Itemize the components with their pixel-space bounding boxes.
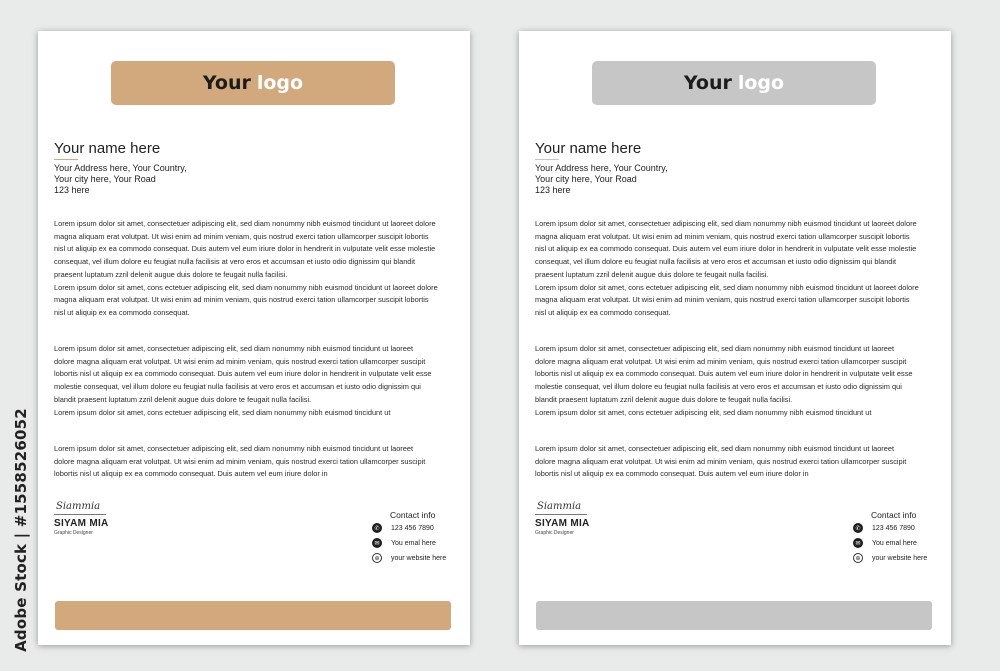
text-line: praesent luptatum zzril delenit augue duis dolore te feugait nulla facilisi. [54,269,288,279]
text-line: magna aliquam erat volutpat. Ut wisi enim ad minim veniam, quis nostrud exerci tation ullamcorper suscipit lobortis [54,295,429,305]
logo-word-your: Your [683,72,732,94]
website-text: your website here [872,554,928,562]
letterhead-page-grey [519,31,951,645]
adobe-stock-watermark [7,395,35,665]
logo-word-logo: logo [256,72,304,94]
email-text: You emal here [872,539,917,547]
contact-website [853,553,927,563]
sender-name: Your name here [54,140,161,157]
sender-address [535,163,668,197]
signature-line [535,514,587,515]
address-line: 123 here [54,185,90,196]
body-paragraph-1 [535,218,937,320]
text-line: Lorem ipsum dolor sit amet, consectetuer adipiscing elit, sed diam nonummy nibh euismod tincidunt ut laoreet [54,344,414,353]
text-line: magna aliquam erat volutpat. Ut wisi enim ad minim veniam, quis nostrud exerci tation ullamcorper suscipit lobortis [535,295,910,305]
sender-address [54,163,187,197]
phone-text: 123 456 7890 [872,524,915,532]
address-line: Your city here, Your Road [535,174,637,185]
text-line: Lorem ipsum dolor sit amet, consectetuer adipiscing elit, sed diam nonummy nibh euismod tincidunt ut laoreet dolore [54,219,436,228]
email-icon: ✉ [853,538,863,548]
text-line: Lorem ipsum dolor sit amet, consectetuer adipiscing elit, sed diam nonummy nibh euismod tincidunt ut laoreet [535,444,895,453]
signature-line [54,514,106,515]
text-line: magna aliquam erat volutpat. Ut wisi enim ad minim veniam, quis nostrud exerci tation ullamcorper suscipit lobortis [54,231,429,241]
logo-box [592,61,876,105]
address-line: Your Address here, Your Country, [535,163,668,173]
name-underline [535,159,559,160]
body-paragraph-1 [54,218,456,320]
contact-website [372,553,446,563]
address-line: Your Address here, Your Country, [54,163,187,173]
signer-name: SIYAM MIA [54,518,109,529]
text-line: Lorem ipsum dolor sit amet, cons ectetuer adipiscing elit, sed diam nonummy nibh euismod tincidunt ut laoreet dolore [54,282,438,292]
contact-title: Contact info [871,510,917,520]
text-line: Lorem ipsum dolor sit amet, consectetuer adipiscing elit, sed diam nonummy nibh euismod tincidunt ut laoreet [54,444,414,453]
footer-bar [536,601,932,630]
body-paragraph-3 [54,443,456,481]
text-line: dolore magna aliquam erat volutpat. Ut wisi enim ad minim veniam, quis nostrud exerci tation ullamcorper suscipit [54,456,426,466]
text-line: lobortis nisl ut aliquip ex ea commodo consequat. Duis autem vel eum iriure dolor in [535,469,809,479]
text-line: consequat, vel illum dolore eu feugiat nulla facilisis at vero eros et accumsan et iusto odio dignissim qui blandit [54,257,416,267]
text-line: Lorem ipsum dolor sit amet, cons ectetuer adipiscing elit, sed diam nonummy nibh euismod tincidunt ut [54,407,391,417]
text-line: dolore magna aliquam erat volutpat. Ut wisi enim ad minim veniam, quis nostrud exerci tation ullamcorper suscipit [535,356,907,366]
globe-icon: ⊕ [372,553,382,563]
signature: Siammia [537,501,582,512]
text-line: nisl ut aliquip ex ea commodo consequat. Duis autem vel eum iriure dolor in hendrerit in vulputate velit esse molestie [535,244,917,254]
text-line: nisl ut aliquip ex ea commodo consequat. [54,307,190,317]
signer-name: SIYAM MIA [535,518,590,529]
name-underline [54,159,78,160]
phone-icon: ✆ [853,523,863,533]
contact-email [853,538,917,548]
text-line: lobortis nisl ut aliquip ex ea commodo consequat. Duis autem vel eum iriure dolor in hendrerit in vulputate velit esse [54,369,432,379]
contact-email [372,538,436,548]
text-line: Lorem ipsum dolor sit amet, consectetuer adipiscing elit, sed diam nonummy nibh euismod tincidunt ut laoreet dolore [535,219,917,228]
logo-box [111,61,395,105]
email-text: You emal here [391,539,436,547]
signature: Siammia [56,501,101,512]
text-line: Lorem ipsum dolor sit amet, consectetuer adipiscing elit, sed diam nonummy nibh euismod tincidunt ut laoreet [535,344,895,353]
logo-word-logo: logo [737,72,785,94]
logo-word-your: Your [202,72,251,94]
text-line: molestie consequat, vel illum dolore eu feugiat nulla facilisis at vero eros et accumsan et iusto odio dignissim qui [535,382,902,392]
text-line: lobortis nisl ut aliquip ex ea commodo consequat. Duis autem vel eum iriure dolor in hendrerit in vulputate velit esse [535,369,913,379]
text-line: nisl ut aliquip ex ea commodo consequat. [535,307,671,317]
sender-name: Your name here [535,140,642,157]
signer-role: Graphic Designer [54,530,93,536]
address-line: Your city here, Your Road [54,174,156,185]
letterhead-page-tan [38,31,470,645]
address-line: 123 here [535,185,571,196]
globe-icon: ⊕ [853,553,863,563]
signer-role: Graphic Designer [535,530,574,536]
text-line: dolore magna aliquam erat volutpat. Ut wisi enim ad minim veniam, quis nostrud exerci tation ullamcorper suscipit [54,356,426,366]
body-paragraph-2 [535,343,937,419]
contact-phone [853,523,915,533]
website-text: your website here [391,554,447,562]
text-line: praesent luptatum zzril delenit augue duis dolore te feugait nulla facilisi. [535,269,769,279]
body-paragraph-3 [535,443,937,481]
body-paragraph-2 [54,343,456,419]
text-line: Lorem ipsum dolor sit amet, cons ectetuer adipiscing elit, sed diam nonummy nibh euismod tincidunt ut [535,407,872,417]
watermark-text: Adobe Stock | #1558526052 [12,408,31,652]
text-line: molestie consequat, vel illum dolore eu feugiat nulla facilisis at vero eros et accumsan et iusto odio dignissim qui [54,382,421,392]
phone-icon: ✆ [372,523,382,533]
footer-bar [55,601,451,630]
email-icon: ✉ [372,538,382,548]
text-line: lobortis nisl ut aliquip ex ea commodo consequat. Duis autem vel eum iriure dolor in [54,469,328,479]
text-line: consequat, vel illum dolore eu feugiat nulla facilisis at vero eros et accumsan et iusto odio dignissim qui blandit [535,257,897,267]
text-line: blandit praesent luptatum zzril delenit augue duis dolore te feugait nulla facilisi. [535,394,793,404]
text-line: Lorem ipsum dolor sit amet, cons ectetuer adipiscing elit, sed diam nonummy nibh euismod tincidunt ut laoreet dolore [535,282,919,292]
contact-title: Contact info [390,510,436,520]
text-line: magna aliquam erat volutpat. Ut wisi enim ad minim veniam, quis nostrud exerci tation ullamcorper suscipit lobortis [535,231,910,241]
text-line: nisl ut aliquip ex ea commodo consequat. Duis autem vel eum iriure dolor in hendrerit in vulputate velit esse molestie [54,244,436,254]
phone-text: 123 456 7890 [391,524,434,532]
text-line: dolore magna aliquam erat volutpat. Ut wisi enim ad minim veniam, quis nostrud exerci tation ullamcorper suscipit [535,456,907,466]
contact-phone [372,523,434,533]
text-line: blandit praesent luptatum zzril delenit augue duis dolore te feugait nulla facilisi. [54,394,312,404]
